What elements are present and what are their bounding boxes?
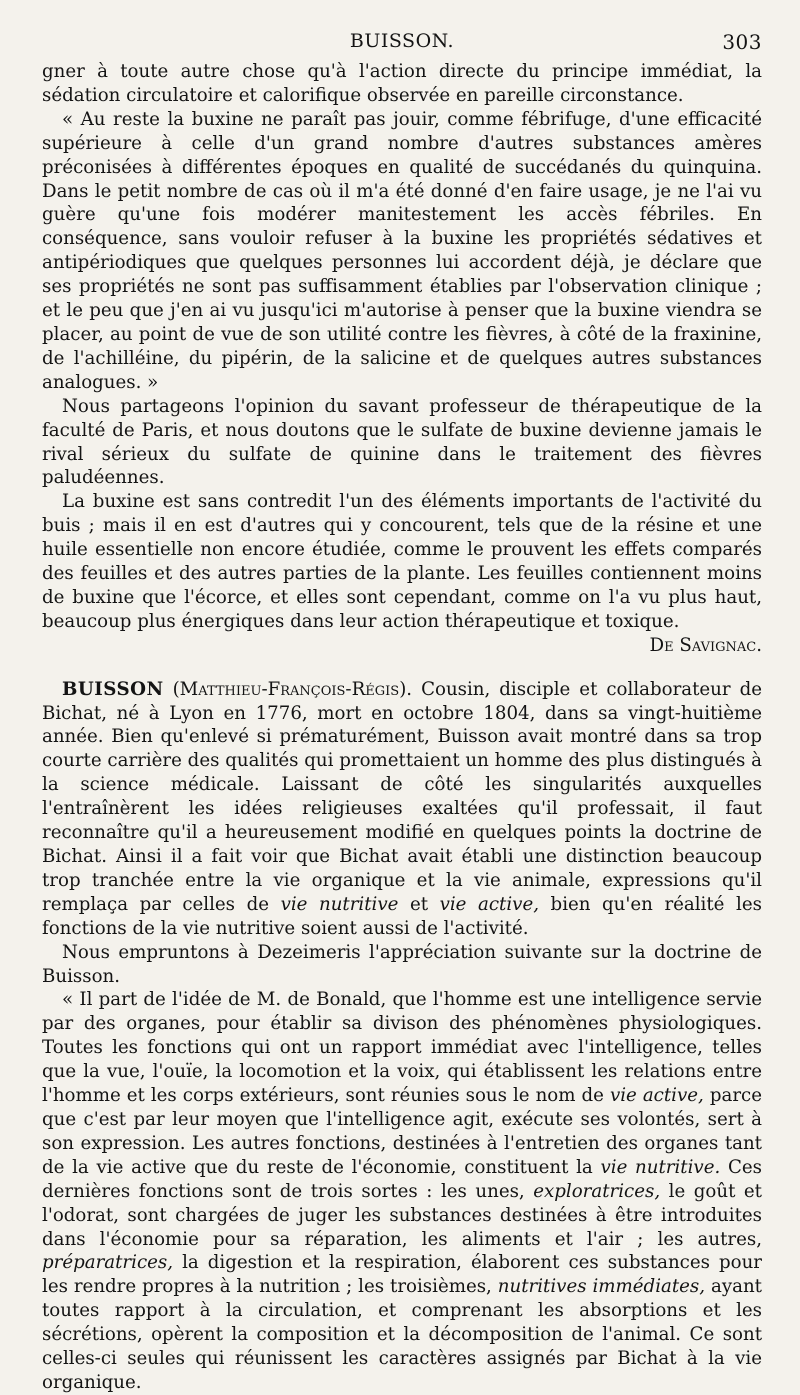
- quote-part-1: « Il part de l'idée de M. de Bonald, que l'homme est une intelligence servie par des organes, pour établir sa divison des phénomènes physiologiques. Toutes les fonctions qui ont un rapport immédiat avec l'intelligence, telles que la vue, l'ouïe, la locomotion et la voix, qui établissent les relations entre l'homme et les corps extérieurs, sont réunies sous le nom de: [42, 989, 762, 1107]
- quote-emphasis-preparatrices: préparatrices,: [42, 1252, 174, 1274]
- paragraph-dezeimeris: Nous empruntons à Dezeimeris l'appréciation suivante sur la doctrine de Buisson.: [42, 941, 762, 987]
- running-head: BUISSON.: [349, 30, 455, 52]
- quote-part-6: ayant toutes rapport à la circulation, et comprenant les absorptions et les sécrétions, opèrent la composition et la décomposition de l'animal. Ce sont celles-ci seules qui réunissent les caractères assignés par Bichat à la vie organique.: [42, 1276, 762, 1393]
- quote-emphasis-vie-active: vie active,: [609, 1085, 704, 1107]
- author-signature: De Savignac.: [649, 634, 762, 656]
- paragraph-opinion: Nous partageons l'opinion du savant professeur de thérapeutique de la faculté de Paris, et nous doutons que le sulfate de buxine devienne jamais le rival sérieux du sulfate de quinine dans le traitement des fièvres paludéennes.: [42, 395, 762, 489]
- quote-emphasis-vie-nutritive: vie nutritive.: [600, 1156, 721, 1178]
- page-number: 303: [722, 30, 762, 54]
- entry-text: Cousin, disciple et collaborateur de Bichat, né à Lyon en 1776, mort en octobre 1804, dans sa vingt-huitième année. Bien qu'enlevé si prématurément, Buisson avait montré dans sa trop courte carrière des qualités qui promettaient un homme des plus distingués à la science médicale. Laissant de côté les singularités auxquelles l'entraînèrent les idées religieuses exaltées qu'il professait, il faut reconnaître qu'il a heureusement modifié en quelques points la doctrine de Bichat. Ainsi il a fait voir que Bichat avait établi une distinction beaucoup trop tranchée entre la vie organique et la vie animale, expressions qu'il remplaça par celles de: [42, 678, 762, 915]
- page-header: [42, 28, 762, 60]
- paragraph-quote-doctrine: [42, 988, 762, 1394]
- quote-part-2: parce que c'est par leur moyen que l'intelligence agit, exécute ses volontés, sert à son expression. Les autres fonctions, destinées à l'entretien des organes tant de la vie active que du reste de l'économie, constituent la: [42, 1085, 762, 1178]
- quote-emphasis-exploratrices: exploratrices,: [533, 1180, 661, 1202]
- quote-part-3: Ces dernières fonctions sont de trois sortes : les unes,: [42, 1156, 762, 1202]
- entry-text-and: et: [409, 893, 429, 915]
- paragraph-quote-buxine: « Au reste la buxine ne paraît pas jouir, comme fébrifuge, d'une efficacité supérieure à celle d'un grand nombre d'autres substances amères préconisées à différentes époques en qualité de succédanés du quinquina. Dans le petit nombre de cas où il m'a été donné d'en faire usage, je ne l'ai vu guère qu'une fois modérer manitestement les accès fébriles. En conséquence, sans vouloir refuser à la buxine les propriétés sédatives et antipériodiques que quelques personnes lui accordent déjà, je déclare que ses propriétés ne sont pas suffisamment établies par l'observation clinique ; et le peu que j'en ai vu jusqu'ici m'autorise à penser que la buxine viendra se placer, au point de vue de son utilité contre les fièvres, à côté de la fraxinine, de l'achilléine, du pipérin, de la salicine et de quelques autres substances analogues. »: [42, 108, 762, 393]
- entry-headword: BUISSON: [62, 678, 164, 700]
- paragraph-buxine-text: La buxine est sans contredit l'un des éléments importants de l'activité du buis ; mais il en est d'autres qui y concourent, tels que de la résine et une huile essentielle non encore étudiée, comme le prouvent les effets comparés des feuilles et des autres parties de la plante. Les feuilles contiennent moins de buxine que l'écorce, et elles sont cependant, comme on l'a vu plus haut, beaucoup plus énergiques dans leur action thérapeutique et toxique.: [42, 491, 762, 632]
- entry-names: (Matthieu-François-Régis).: [172, 678, 413, 700]
- paragraph-buxine-activity: [42, 490, 762, 656]
- quote-emphasis-nutritives-immediates: nutritives immédiates,: [497, 1276, 706, 1298]
- entry-emphasis-active: vie active,: [439, 893, 539, 915]
- paragraph-continuation: gner à toute autre chose qu'à l'action directe du principe immédiat, la sédation circulatoire et calorifique observée en pareille circonstance.: [42, 61, 762, 106]
- page-body: [42, 60, 762, 1395]
- entry-text-end: bien qu'en réalité les fonctions de la vie nutritive soient aussi de l'activité.: [42, 893, 762, 939]
- quote-part-5: la digestion et la respiration, élaborent ces substances pour les rendre propres à la nutrition ; les troisièmes,: [42, 1252, 762, 1298]
- quote-part-4: le goût et l'odorat, sont chargées de juger les substances destinées à être introduites dans l'économie pour sa réparation, les aliments et l'air ; les autres,: [42, 1180, 762, 1250]
- entry-emphasis-nutritive: vie nutritive: [280, 893, 399, 915]
- biography-entry: [42, 678, 762, 941]
